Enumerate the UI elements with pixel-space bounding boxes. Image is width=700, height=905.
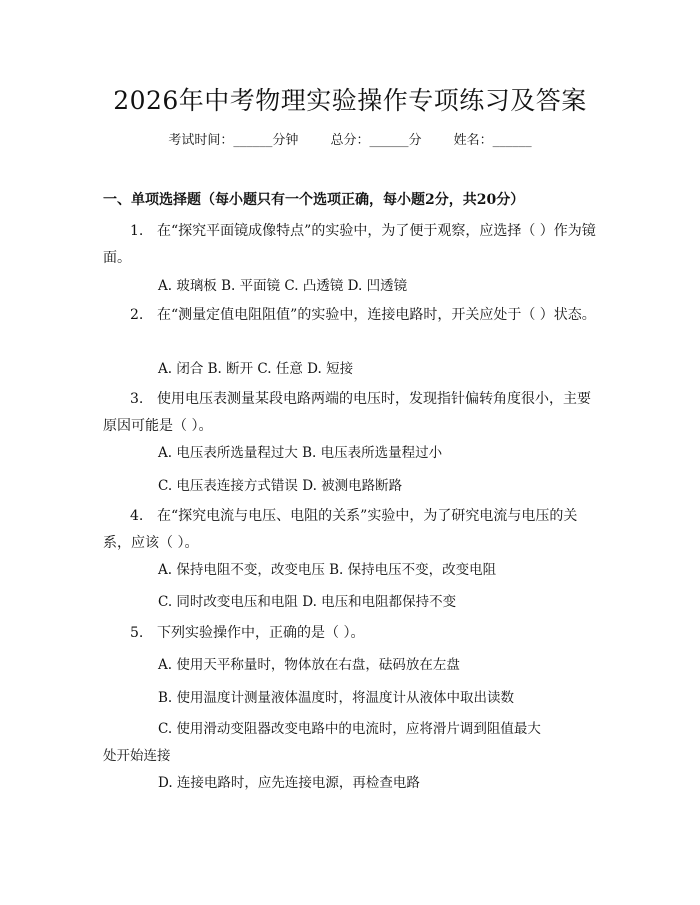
question-5-option-b: B. 使用温度计测量液体温度时，将温度计从液体中取出读数 (158, 690, 515, 706)
question-4-option-ab: A. 保持电阻不变，改变电压 B. 保持电压不变，改变电阻 (158, 562, 497, 578)
question-4 (103, 503, 603, 557)
name-field: 姓名：______ (453, 133, 532, 148)
question-number: 2. (130, 307, 144, 323)
question-text: 下列实验操作中，正确的是（ ）。 (157, 625, 365, 641)
exam-info (0, 131, 700, 151)
question-number: 1. (130, 223, 144, 239)
question-5-option-a: A. 使用天平称量时，物体放在右盘，砝码放在左盘 (158, 657, 460, 673)
exam-time-field: 考试时间：______分钟 (168, 133, 299, 148)
question-number: 3. (130, 391, 144, 407)
question-3-option-cd: C. 电压表连接方式错误 D. 被测电路断路 (158, 478, 403, 494)
question-5-option-c: C. 使用滑动变阻器改变电路中的电流时，应将滑片调到阻值最大处开始连接 (103, 721, 541, 764)
question-number: 5. (130, 625, 144, 641)
question-1 (103, 218, 603, 272)
question-3-option-ab: A. 电压表所选量程过大 B. 电压表所选量程过小 (158, 445, 443, 461)
question-text: 在“探究平面镜成像特点”的实验中，为了便于观察，应选择（ ）作为镜面。 (103, 223, 596, 266)
question-2-options: A. 闭合 B. 断开 C. 任意 D. 短接 (158, 361, 354, 377)
question-5-option-d: D. 连接电路时，应先连接电源，再检查电路 (158, 775, 420, 791)
page-title: 2026年中考物理实验操作专项练习及答案 (113, 86, 587, 115)
question-1-options: A. 玻璃板 B. 平面镜 C. 凸透镜 D. 凹透镜 (158, 278, 408, 294)
question-text: 使用电压表测量某段电路两端的电压时，发现指针偏转角度很小，主要原因可能是（ ）。 (103, 391, 591, 434)
question-text: 在“测量定值电阻阻值”的实验中，连接电路时，开关应处于（ ）状态。 (157, 307, 596, 323)
question-text: 在“探究电流与电压、电阻的关系”实验中，为了研究电流与电压的关系，应该（ ）。 (103, 508, 578, 551)
question-number: 4. (130, 508, 144, 524)
question-4-option-cd: C. 同时改变电压和电阻 D. 电压和电阻都保持不变 (158, 594, 457, 610)
question-5 (103, 620, 603, 647)
section-heading: 一、单项选择题（每小题只有一个选项正确，每小题2分，共20分） (103, 192, 525, 208)
question-2 (103, 302, 603, 329)
total-score-field: 总分：______分 (330, 133, 422, 148)
question-3 (103, 386, 603, 440)
